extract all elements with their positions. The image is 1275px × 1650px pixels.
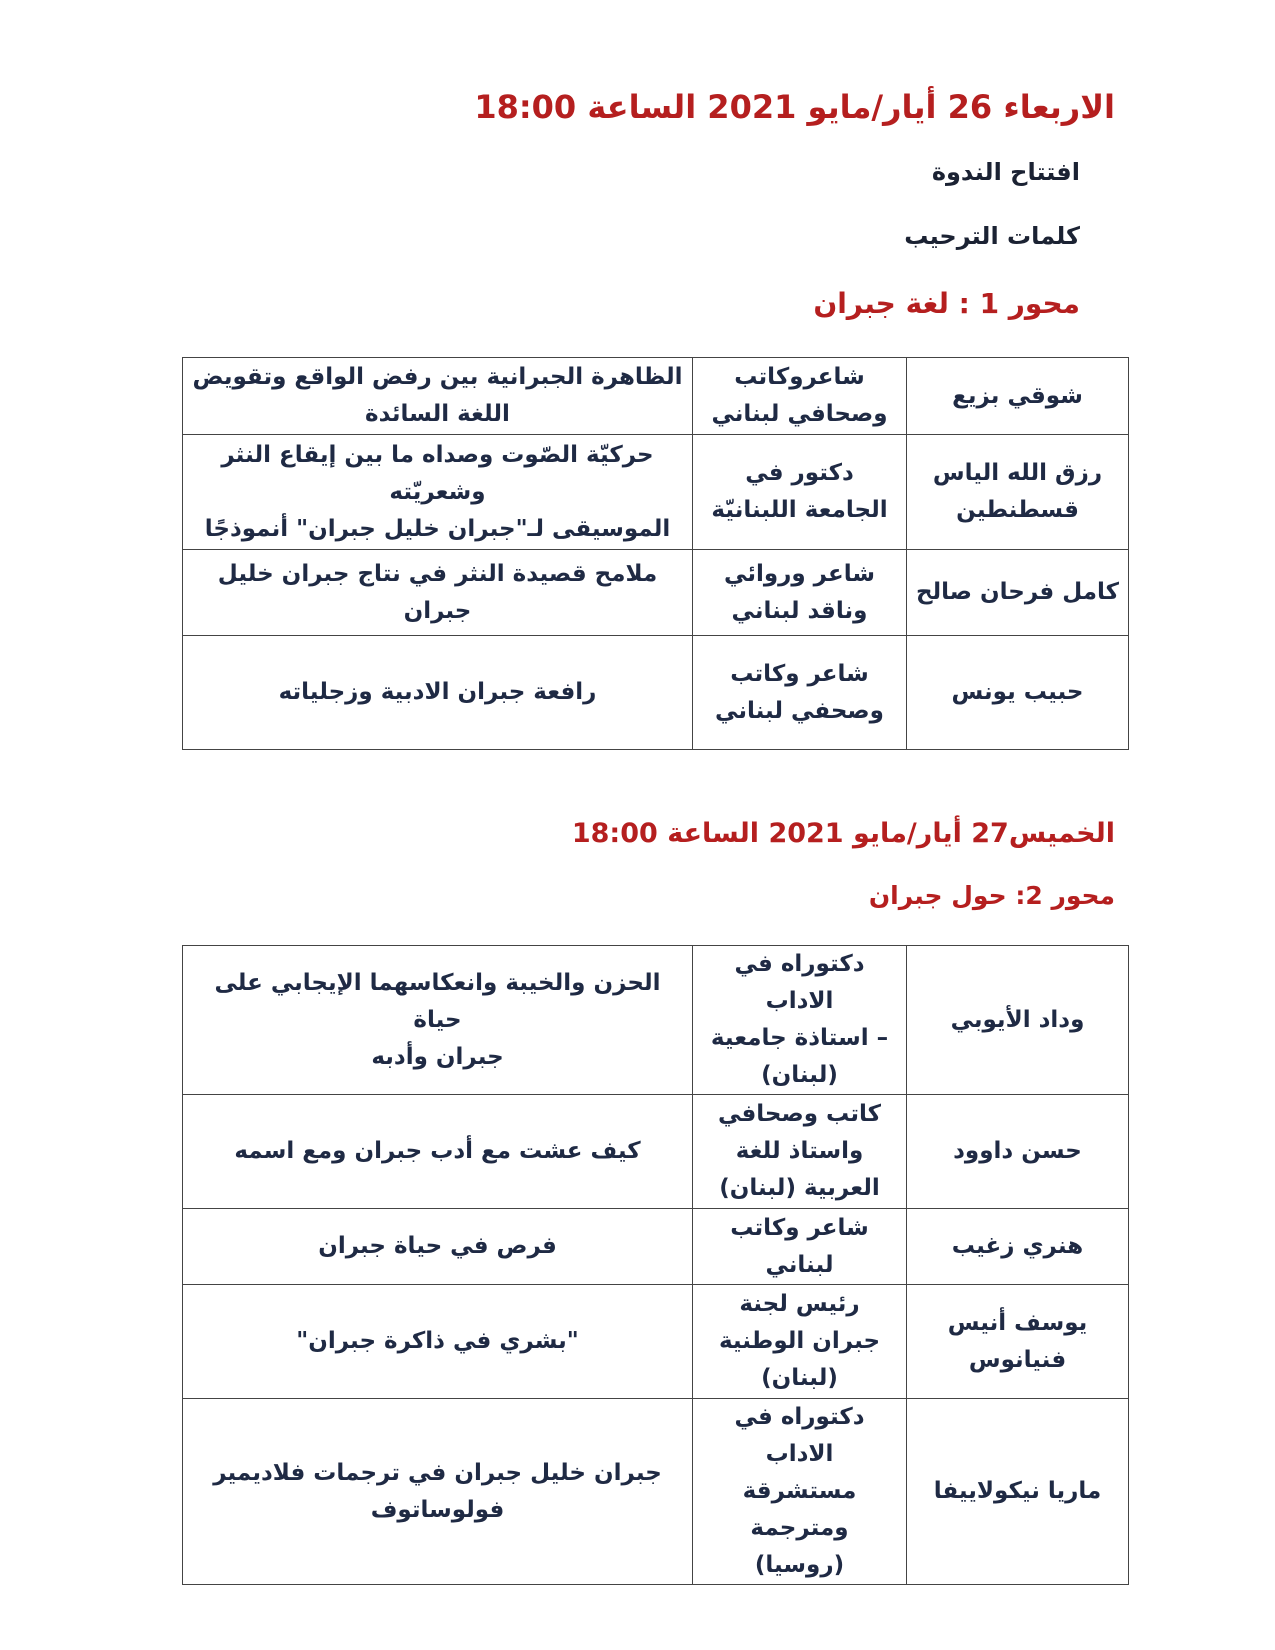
speaker-role: شاعر وكاتب وصحفي لبناني [693, 636, 907, 750]
talk-topic: الظاهرة الجبرانية بين رفض الواقع وتقويض اللغة السائدة [183, 358, 693, 435]
talk-topic: ملامح قصيدة النثر في نتاج جبران خليل جبران [183, 550, 693, 636]
day2-date-heading: الخميس27 أيار/مايو 2021 الساعة 18:00 [571, 818, 1115, 849]
day1-date-heading: الاربعاء 26 أيار/مايو 2021 الساعة 18:00 [474, 88, 1115, 126]
speaker-name: هنري زغيب [907, 1209, 1129, 1285]
speaker-name: رزق الله الياس قسطنطين [907, 435, 1129, 550]
speaker-role: دكتوراه في الاداب – استاذة جامعية (لبنان) [693, 946, 907, 1095]
speaker-name: كامل فرحان صالح [907, 550, 1129, 636]
day1-opening: افتتاح الندوة [931, 158, 1080, 186]
speaker-name: يوسف أنيس فنيانوس [907, 1285, 1129, 1399]
day2-axis-title: محور 2: حول جبران [868, 881, 1115, 910]
day1-welcome: كلمات الترحيب [904, 222, 1080, 250]
talk-topic: "بشري في ذاكرة جبران" [183, 1285, 693, 1399]
speaker-role: كاتب وصحافي واستاذ للغة العربية (لبنان) [693, 1095, 907, 1209]
table-row [183, 1209, 1129, 1285]
table-row [183, 636, 1129, 750]
speaker-role: دكتور في الجامعة اللبنانيّة [693, 435, 907, 550]
table-row [183, 1095, 1129, 1209]
speaker-name: شوقي بزيع [907, 358, 1129, 435]
table-row [183, 1399, 1129, 1585]
talk-topic: كيف عشت مع أدب جبران ومع اسمه [183, 1095, 693, 1209]
talk-topic: جبران خليل جبران في ترجمات فلاديمير فولوساتوف [183, 1399, 693, 1585]
speaker-name: وداد الأيوبي [907, 946, 1129, 1095]
speaker-role: رئيس لجنة جبران الوطنية (لبنان) [693, 1285, 907, 1399]
table-row [183, 946, 1129, 1095]
table-row [183, 435, 1129, 550]
speaker-role: شاعر وكاتب لبناني [693, 1209, 907, 1285]
table-row [183, 358, 1129, 435]
speaker-role: دكتوراه في الاداب مستشرقة ومترجمة (روسيا) [693, 1399, 907, 1585]
speaker-name: حبيب يونس [907, 636, 1129, 750]
talk-topic: حركيّة الصّوت وصداه ما بين إيقاع النثر وشعريّته الموسيقى لـ"جبران خليل جبران" أنموذجًا [183, 435, 693, 550]
speaker-role: شاعر وروائي وناقد لبناني [693, 550, 907, 636]
table-row [183, 1285, 1129, 1399]
talk-topic: فرص في حياة جبران [183, 1209, 693, 1285]
talk-topic: رافعة جبران الادبية وزجلياته [183, 636, 693, 750]
speaker-role: شاعروكاتب وصحافي لبناني [693, 358, 907, 435]
speaker-name: ماريا نيكولاييفا [907, 1399, 1129, 1585]
talk-topic: الحزن والخيبة وانعكاسهما الإيجابي على حياة جبران وأدبه [183, 946, 693, 1095]
day1-axis-title: محور 1 : لغة جبران [813, 287, 1080, 320]
speaker-name: حسن داوود [907, 1095, 1129, 1209]
table-row [183, 550, 1129, 636]
day1-table [182, 357, 1129, 750]
day2-table [182, 945, 1129, 1585]
